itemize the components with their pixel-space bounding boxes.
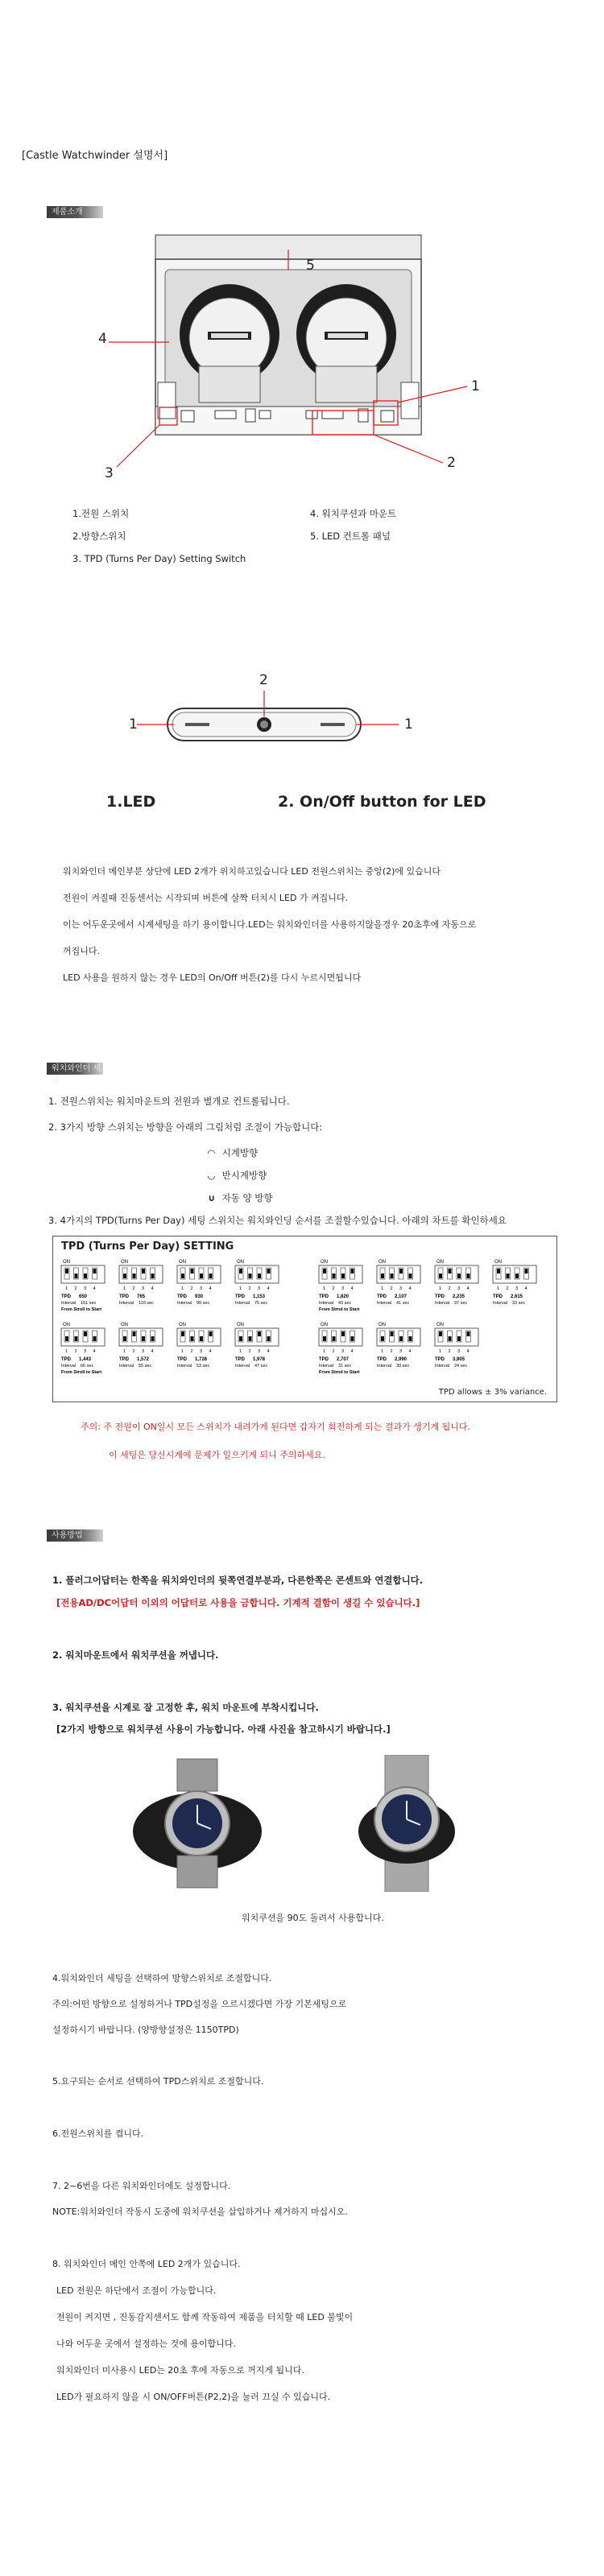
dip-toggle bbox=[239, 1336, 242, 1341]
switch-position-label: 4 bbox=[151, 1286, 154, 1291]
tpd-cell bbox=[319, 1323, 362, 1375]
switch-position-label: 3 bbox=[258, 1286, 261, 1291]
usage-step: 2. 워치마운트에서 워치쿠션을 꺼냅니다. bbox=[52, 1649, 219, 1661]
interval-label: Interval bbox=[119, 1301, 134, 1306]
switch-position-label: 4 bbox=[408, 1286, 412, 1291]
switch-on-label: ON bbox=[63, 1260, 70, 1265]
led-callout-1-right: 1 bbox=[404, 716, 413, 733]
interval-value: 33 sec bbox=[512, 1301, 526, 1306]
switch-position-label: 2 bbox=[248, 1286, 251, 1291]
dip-toggle bbox=[439, 1274, 442, 1278]
interval-value: 47 sec bbox=[254, 1364, 268, 1368]
switch-position-label: 1 bbox=[497, 1286, 500, 1291]
switch-position-label: 1 bbox=[65, 1286, 68, 1291]
dip-toggle bbox=[133, 1331, 136, 1336]
tpd-label: TPD bbox=[61, 1357, 71, 1362]
legend-item: 2.방향스위치 bbox=[72, 530, 126, 542]
usage-step: 4.워치와인더 세팅을 선택하여 방향스위치로 조절합니다. bbox=[52, 1973, 272, 1984]
switch-position-label: 4 bbox=[466, 1349, 470, 1354]
start-label: From Strnd to Start bbox=[319, 1370, 360, 1375]
interval-label: Interval bbox=[177, 1364, 192, 1368]
switch-position-label: 3 bbox=[200, 1286, 203, 1291]
dip-toggle bbox=[151, 1274, 155, 1278]
interval-label: Interval bbox=[235, 1364, 250, 1368]
switch-position-label: 1 bbox=[439, 1286, 442, 1291]
switch-position-label: 1 bbox=[239, 1286, 242, 1291]
tpd-cell bbox=[235, 1323, 279, 1368]
led-paragraph: LED 사용을 원하지 않는 경우 LED의 On/Off 버튼(2)를 다시 누르시면됩니다 bbox=[63, 972, 362, 983]
led-panel-diagram bbox=[121, 668, 443, 757]
switch-position-label: 2 bbox=[132, 1286, 135, 1291]
dip-toggle bbox=[351, 1269, 354, 1274]
tpd-value: 2,615 bbox=[511, 1294, 523, 1299]
switch-position-label: 1 bbox=[323, 1286, 326, 1291]
tpd-label: TPD bbox=[119, 1294, 129, 1299]
tpd-cell bbox=[119, 1260, 163, 1306]
dip-toggle bbox=[181, 1331, 184, 1336]
legend-item: 4. 워치쿠션과 마운트 bbox=[310, 508, 397, 519]
interval-value: 43 sec bbox=[338, 1301, 352, 1306]
led-button-caption: 2. On/Off button for LED bbox=[278, 793, 486, 811]
usage-note: [2가지 방향으로 워치쿠션 사용이 가능합니다. 아래 사진을 참고하시기 바랍니다.] bbox=[56, 1724, 391, 1735]
tpd-cell bbox=[493, 1260, 536, 1306]
switch-position-label: 2 bbox=[190, 1349, 193, 1354]
dip-toggle bbox=[449, 1336, 452, 1341]
switch-position-label: 1 bbox=[239, 1349, 242, 1354]
callout-1: 1 bbox=[471, 378, 480, 394]
switch-position-label: 1 bbox=[181, 1349, 184, 1354]
dip-toggle bbox=[351, 1336, 354, 1341]
switch-position-label: 1 bbox=[65, 1349, 68, 1354]
dip-toggle bbox=[84, 1331, 87, 1336]
dip-toggle bbox=[497, 1269, 500, 1274]
dip-toggle bbox=[191, 1269, 194, 1274]
tpd-label: TPD bbox=[177, 1357, 187, 1362]
dip-toggle bbox=[507, 1274, 510, 1278]
switch-position-label: 3 bbox=[457, 1349, 461, 1354]
switch-position-label: 2 bbox=[448, 1349, 451, 1354]
interval-value: 24 sec bbox=[454, 1364, 468, 1368]
switch-on-label: ON bbox=[121, 1260, 128, 1265]
switch-position-label: 3 bbox=[84, 1286, 87, 1291]
document-title: [Castle Watchwinder 설명서] bbox=[22, 150, 168, 162]
usage-step: 1. 플러그어답터는 한쪽을 워치와인더의 뒷쪽연결부분과, 다른한쪽은 콘센트와 연결합니다. bbox=[52, 1575, 424, 1586]
switch-position-label: 2 bbox=[332, 1286, 335, 1291]
interval-label: Interval bbox=[177, 1301, 192, 1306]
section-tag-product: 제품소개 bbox=[47, 206, 103, 218]
interval-value: 66 sec bbox=[81, 1364, 94, 1368]
settings-item: 2. 3가지 방향 스위치는 방향을 아래의 그림처럼 조절이 가능합니다: bbox=[48, 1121, 323, 1133]
start-label: From Stroll to Start bbox=[61, 1307, 102, 1312]
tpd-cell bbox=[61, 1260, 105, 1312]
dip-toggle bbox=[65, 1336, 68, 1341]
dip-toggle bbox=[515, 1274, 519, 1278]
start-label: From Strnd to Start bbox=[319, 1307, 360, 1312]
usage-step: 5.요구되는 순서로 선택하여 TPD스위치로 조절합니다. bbox=[52, 2076, 264, 2087]
settings-item: 3. 4가지의 TPD(Turns Per Day) 세팅 스위치는 워치와인딩 순서를 조절할수있습니다. 아래의 차트를 확인하세요 bbox=[48, 1215, 507, 1226]
interval-value: 90 sec bbox=[197, 1301, 210, 1306]
switch-position-label: 3 bbox=[200, 1349, 203, 1354]
dip-toggle bbox=[525, 1269, 528, 1274]
switch-position-label: 2 bbox=[448, 1286, 451, 1291]
dip-toggle bbox=[467, 1331, 470, 1336]
dip-toggle bbox=[239, 1269, 242, 1274]
switch-position-label: 3 bbox=[515, 1286, 519, 1291]
watch-cushion-photo-vertical bbox=[346, 1755, 467, 1892]
tpd-label: TPD bbox=[235, 1294, 245, 1299]
switch-position-label: 2 bbox=[74, 1349, 77, 1354]
switch-position-label: 4 bbox=[350, 1349, 354, 1354]
led-paragraph: 워치와인더 메인부분 상단에 LED 2개가 위치하고있습니다 LED 전원스위치는 중앙(2)에 있습니다 bbox=[63, 866, 441, 877]
tpd-cell bbox=[235, 1260, 279, 1306]
switch-position-label: 3 bbox=[341, 1349, 345, 1354]
photo-caption: 워치쿠션을 90도 돌려서 사용합니다. bbox=[242, 1913, 384, 1923]
dip-toggle bbox=[457, 1336, 461, 1341]
tpd-label: TPD bbox=[319, 1294, 329, 1299]
dip-toggle bbox=[151, 1336, 155, 1341]
switch-position-label: 2 bbox=[74, 1286, 77, 1291]
direction-row: ◡ 반시계방향 bbox=[208, 1170, 267, 1181]
dip-toggle bbox=[93, 1336, 97, 1341]
tpd-value: 2,990 bbox=[395, 1357, 407, 1362]
switch-position-label: 2 bbox=[332, 1349, 335, 1354]
dip-toggle bbox=[75, 1274, 78, 1278]
interval-label: Interval bbox=[435, 1301, 450, 1306]
interval-label: Interval bbox=[377, 1364, 392, 1368]
tpd-cell bbox=[377, 1260, 420, 1306]
tpd-cell bbox=[435, 1323, 478, 1368]
dip-toggle bbox=[467, 1274, 470, 1278]
bidirectional-icon: ∪ bbox=[208, 1192, 216, 1203]
tpd-label: TPD bbox=[119, 1357, 129, 1362]
usage-step: NOTE:워치와인더 작동시 도중에 워치쿠션을 삽입하거나 제거하지 마십시오. bbox=[52, 2207, 348, 2217]
tpd-cell bbox=[177, 1323, 221, 1368]
tpd-value: 1,820 bbox=[337, 1294, 350, 1299]
switch-position-label: 4 bbox=[524, 1286, 527, 1291]
dip-toggle bbox=[267, 1336, 271, 1341]
watch-cushion-photo-horizontal bbox=[129, 1755, 266, 1892]
legend-item: 5. LED 컨트롤 패널 bbox=[310, 530, 391, 542]
dip-toggle bbox=[123, 1274, 126, 1278]
switch-position-label: 2 bbox=[248, 1349, 251, 1354]
usage-step: 나와 어두운 곳에서 설정하는 것에 용이합니다. bbox=[56, 2339, 236, 2349]
tpd-value: 2,235 bbox=[453, 1294, 465, 1299]
usage-step: 7. 2~6번을 다른 워치와인더에도 설정합니다. bbox=[52, 2181, 231, 2191]
switch-position-label: 3 bbox=[142, 1349, 145, 1354]
clockwise-icon: ◠ bbox=[208, 1147, 215, 1158]
switch-on-label: ON bbox=[494, 1260, 502, 1265]
switch-position-label: 2 bbox=[132, 1349, 135, 1354]
switch-on-label: ON bbox=[237, 1323, 244, 1327]
warning-text: 이 세팅은 당신시계에 문제가 일으키게 되니 주의하세요. bbox=[109, 1450, 325, 1460]
switch-position-label: 3 bbox=[142, 1286, 145, 1291]
interval-label: Interval bbox=[435, 1364, 450, 1368]
dip-toggle bbox=[333, 1336, 336, 1341]
switch-position-label: 2 bbox=[506, 1286, 509, 1291]
led-callout-1-left: 1 bbox=[129, 716, 138, 733]
dip-toggle bbox=[391, 1274, 394, 1278]
usage-step: 3. 워치쿠션을 시계로 잘 고정한 후, 워치 마운트에 부착시킵니다. bbox=[52, 1702, 319, 1713]
interval-value: 31 sec bbox=[338, 1364, 352, 1368]
interval-label: Interval bbox=[119, 1364, 134, 1368]
legend-item: 3. TPD (Turns Per Day) Setting Switch bbox=[72, 553, 246, 564]
usage-warning: [전용AD/DC어답터 이외의 어답터로 사용을 금합니다. 기계적 결함이 생길 수 있습니다.] bbox=[56, 1597, 420, 1608]
dip-toggle bbox=[142, 1336, 145, 1341]
led-callout-2: 2 bbox=[259, 672, 268, 688]
dip-toggle bbox=[258, 1274, 261, 1278]
switch-position-label: 3 bbox=[399, 1286, 403, 1291]
tpd-label: TPD bbox=[493, 1294, 503, 1299]
usage-step: 워치와인더 미사용시 LED는 20초 후에 자동으로 꺼지게 됩니다. bbox=[56, 2365, 304, 2376]
led-paragraph: 이는 어두운곳에서 시계세팅을 하기 용이합니다.LED는 워치와인더를 사용하지않을경우 20초후에 자동으로 bbox=[63, 919, 477, 930]
dip-toggle bbox=[267, 1269, 271, 1274]
chart-footnote: TPD allows ± 3% variance. bbox=[438, 1388, 547, 1397]
section-tag-settings: 워치와인더 세팅 bbox=[47, 1063, 103, 1075]
switch-on-label: ON bbox=[436, 1323, 444, 1327]
switch-position-label: 4 bbox=[267, 1286, 270, 1291]
dip-toggle bbox=[181, 1274, 184, 1278]
switch-on-label: ON bbox=[121, 1323, 128, 1327]
usage-step: 8. 워치와인더 메인 안쪽에 LED 2개가 있습니다. bbox=[52, 2259, 241, 2269]
dip-toggle bbox=[399, 1336, 403, 1341]
switch-position-label: 3 bbox=[399, 1349, 403, 1354]
switch-position-label: 4 bbox=[209, 1286, 212, 1291]
dip-toggle bbox=[399, 1269, 403, 1274]
usage-step: LED가 필요하지 않을 시 ON/OFF버튼(P2,2)을 눌러 끄실 수 있습니다. bbox=[56, 2392, 331, 2402]
interval-value: 41 sec bbox=[396, 1301, 410, 1306]
switch-position-label: 4 bbox=[93, 1286, 96, 1291]
tpd-value: 3,905 bbox=[453, 1357, 465, 1362]
watchwinder-front-diagram bbox=[81, 225, 499, 483]
dip-toggle bbox=[200, 1274, 203, 1278]
tpd-value: 1,153 bbox=[253, 1294, 266, 1299]
interval-value: 55 sec bbox=[139, 1364, 152, 1368]
usage-step: 전원이 켜지면 , 진동감지센서도 함께 작동하여 제품을 터치할 때 LED 불빛이 bbox=[56, 2312, 354, 2322]
dip-toggle bbox=[323, 1269, 326, 1274]
direction-row: ◠ 시계방향 bbox=[208, 1147, 259, 1158]
usage-step: 주의:어떤 방향으로 설정하거나 TPD설정을 으르시겠다면 가장 기본세팅으로 bbox=[52, 1999, 347, 2009]
switch-position-label: 4 bbox=[93, 1349, 96, 1354]
switch-position-label: 4 bbox=[350, 1286, 354, 1291]
interval-value: 151 sec bbox=[81, 1301, 97, 1306]
dip-toggle bbox=[323, 1336, 326, 1341]
tpd-value: 1,728 bbox=[195, 1357, 208, 1362]
dip-toggle bbox=[209, 1274, 213, 1278]
start-label: From Stroll to Start bbox=[61, 1370, 102, 1375]
tpd-label: TPD bbox=[377, 1294, 387, 1299]
dip-toggle bbox=[200, 1336, 203, 1341]
led-paragraph: 꺼집니다. bbox=[63, 946, 101, 956]
dip-toggle bbox=[191, 1336, 194, 1341]
interval-label: Interval bbox=[61, 1364, 77, 1368]
interval-value: 110 sec bbox=[139, 1301, 154, 1306]
tpd-value: 2,107 bbox=[395, 1294, 407, 1299]
interval-label: Interval bbox=[377, 1301, 392, 1306]
switch-position-label: 1 bbox=[123, 1349, 126, 1354]
dip-toggle bbox=[249, 1274, 252, 1278]
tpd-setting-chart bbox=[52, 1236, 557, 1402]
interval-label: Interval bbox=[319, 1364, 334, 1368]
switch-position-label: 1 bbox=[439, 1349, 442, 1354]
section-tag-usage: 사용방법 bbox=[47, 1530, 103, 1542]
tpd-value: 765 bbox=[137, 1294, 146, 1299]
tpd-cell bbox=[61, 1323, 105, 1375]
switch-position-label: 4 bbox=[267, 1349, 270, 1354]
interval-value: 37 sec bbox=[454, 1301, 468, 1306]
dip-toggle bbox=[65, 1269, 68, 1274]
dip-toggle bbox=[341, 1274, 345, 1278]
dip-toggle bbox=[333, 1274, 336, 1278]
switch-position-label: 2 bbox=[190, 1286, 193, 1291]
switch-position-label: 1 bbox=[123, 1286, 126, 1291]
tpd-cell bbox=[435, 1260, 478, 1306]
dip-toggle bbox=[457, 1274, 461, 1278]
dip-toggle bbox=[381, 1274, 384, 1278]
switch-position-label: 1 bbox=[381, 1286, 384, 1291]
dip-toggle bbox=[249, 1336, 252, 1341]
switch-on-label: ON bbox=[179, 1260, 186, 1265]
dip-toggle bbox=[409, 1274, 412, 1278]
switch-on-label: ON bbox=[63, 1323, 70, 1327]
tpd-value: 2,707 bbox=[337, 1357, 350, 1362]
tpd-value: 1,978 bbox=[253, 1357, 266, 1362]
dip-toggle bbox=[123, 1336, 126, 1341]
switch-position-label: 1 bbox=[181, 1286, 184, 1291]
callout-3: 3 bbox=[105, 465, 114, 481]
dip-toggle bbox=[133, 1274, 136, 1278]
tpd-label: TPD bbox=[235, 1357, 245, 1362]
tpd-chart-grid bbox=[53, 1257, 556, 1385]
tpd-value: 1,572 bbox=[137, 1357, 150, 1362]
dip-toggle bbox=[93, 1269, 97, 1274]
settings-item: 1. 전원스위치는 워치마운트의 전원과 별개로 컨트롤됩니다. bbox=[48, 1096, 290, 1107]
switch-position-label: 3 bbox=[84, 1349, 87, 1354]
tpd-cell bbox=[319, 1260, 362, 1312]
switch-position-label: 4 bbox=[209, 1349, 212, 1354]
led-paragraph: 전원이 켜질때 진동센서는 시작되며 버튼에 살짝 터치시 LED 가 켜집니다. bbox=[63, 893, 349, 903]
tpd-cell bbox=[377, 1323, 420, 1368]
tpd-value: 930 bbox=[195, 1294, 204, 1299]
switch-position-label: 3 bbox=[258, 1349, 261, 1354]
switch-position-label: 4 bbox=[151, 1349, 154, 1354]
direction-row: ∪ 자동 양 방향 bbox=[208, 1192, 273, 1203]
dip-toggle bbox=[209, 1331, 213, 1336]
callout-5: 5 bbox=[306, 258, 315, 274]
switch-position-label: 3 bbox=[341, 1286, 345, 1291]
interval-value: 53 sec bbox=[197, 1364, 210, 1368]
switch-on-label: ON bbox=[436, 1260, 444, 1265]
switch-position-label: 1 bbox=[323, 1349, 326, 1354]
tpd-value: 650 bbox=[79, 1294, 88, 1299]
switch-position-label: 3 bbox=[457, 1286, 461, 1291]
tpd-label: TPD bbox=[435, 1294, 445, 1299]
dip-toggle bbox=[84, 1274, 87, 1278]
legend-item: 1.전원 스위치 bbox=[72, 508, 130, 519]
usage-step: 6.전원스위치를 켭니다. bbox=[52, 2128, 144, 2139]
switch-position-label: 2 bbox=[390, 1286, 393, 1291]
dip-toggle bbox=[75, 1336, 78, 1341]
switch-on-label: ON bbox=[237, 1260, 244, 1265]
interval-label: Interval bbox=[493, 1301, 508, 1306]
led-caption: 1.LED bbox=[106, 793, 156, 811]
switch-on-label: ON bbox=[379, 1323, 386, 1327]
interval-label: Interval bbox=[235, 1301, 250, 1306]
counterclockwise-icon: ◡ bbox=[208, 1170, 215, 1181]
callout-4: 4 bbox=[98, 331, 107, 347]
dip-toggle bbox=[341, 1331, 345, 1336]
tpd-cell bbox=[177, 1260, 221, 1306]
interval-label: Interval bbox=[61, 1301, 77, 1306]
usage-step: LED 전원은 하단에서 조절이 가능합니다. bbox=[56, 2285, 217, 2296]
switch-position-label: 2 bbox=[390, 1349, 393, 1354]
dip-toggle bbox=[258, 1331, 261, 1336]
dip-toggle bbox=[142, 1269, 145, 1274]
dip-toggle bbox=[439, 1331, 442, 1336]
switch-position-label: 4 bbox=[408, 1349, 412, 1354]
switch-on-label: ON bbox=[379, 1260, 386, 1265]
interval-label: Interval bbox=[319, 1301, 334, 1306]
chart-title: TPD (Turns Per Day) SETTING bbox=[61, 1241, 234, 1253]
warning-text: 주의: 주 전원이 ON일시 모든 스위치가 내려가게 된다면 갑자기 회전하게 되는 결과가 생기게 됩니다. bbox=[81, 1422, 470, 1432]
interval-value: 30 sec bbox=[396, 1364, 410, 1368]
usage-step: 설정하시기 바랍니다. (양방향설정은 1150TPD) bbox=[52, 2025, 239, 2035]
switch-on-label: ON bbox=[321, 1323, 328, 1327]
tpd-label: TPD bbox=[61, 1294, 71, 1299]
switch-position-label: 1 bbox=[381, 1349, 384, 1354]
callout-2: 2 bbox=[447, 455, 456, 471]
tpd-label: TPD bbox=[377, 1357, 387, 1362]
tpd-value: 1,443 bbox=[79, 1357, 92, 1362]
interval-value: 75 sec bbox=[254, 1301, 268, 1306]
dip-toggle bbox=[409, 1336, 412, 1341]
dip-toggle bbox=[449, 1269, 452, 1274]
tpd-label: TPD bbox=[319, 1357, 329, 1362]
dip-toggle bbox=[391, 1331, 394, 1336]
switch-on-label: ON bbox=[321, 1260, 328, 1265]
tpd-label: TPD bbox=[435, 1357, 445, 1362]
tpd-cell bbox=[119, 1323, 163, 1368]
switch-on-label: ON bbox=[179, 1323, 186, 1327]
switch-position-label: 4 bbox=[466, 1286, 470, 1291]
tpd-label: TPD bbox=[177, 1294, 187, 1299]
dip-toggle bbox=[381, 1336, 384, 1341]
